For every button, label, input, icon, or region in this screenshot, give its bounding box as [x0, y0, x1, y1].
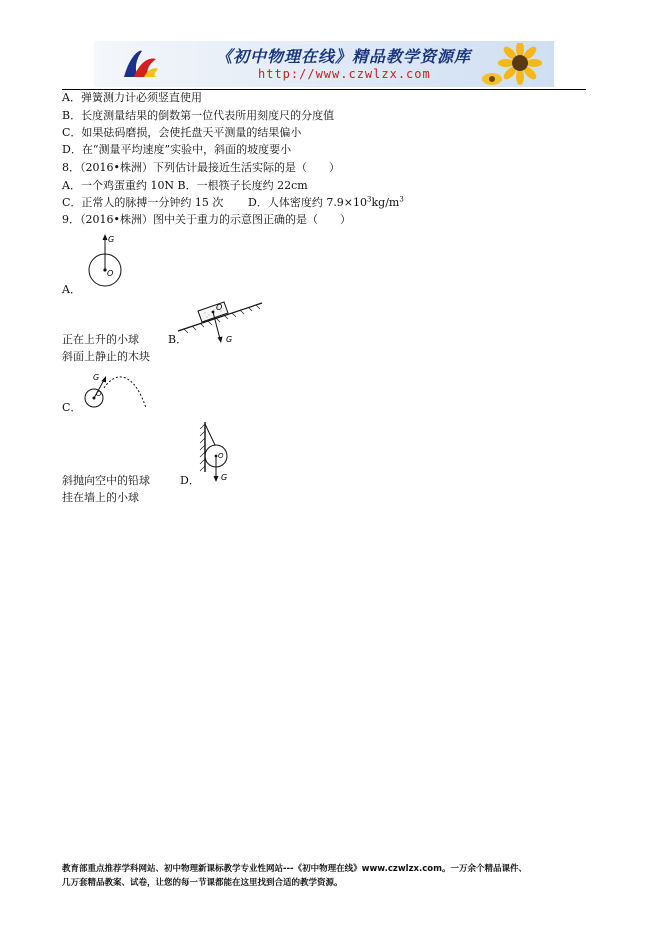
option-c-caption: 斜抛向空中的铅球 — [62, 474, 150, 487]
figure-hanging-ball — [195, 418, 245, 492]
option-c-weight: C．如果砝码磨损，会使托盘天平测量的结果偏小 — [62, 126, 302, 139]
hanging-g-label: G — [221, 473, 228, 482]
density-exponent: 3 — [367, 195, 372, 204]
rising-ball-g-label: G — [108, 235, 115, 244]
page-footer — [62, 862, 602, 890]
option-a-label: A． — [62, 283, 81, 296]
density-prefix: D．人体密度约 7.9×10 — [248, 196, 368, 209]
question-8-options-ab: A．一个鸡蛋重约 10N B．一根筷子长度约 22cm — [62, 179, 308, 192]
incline-o-label: O — [216, 303, 223, 312]
density-unit-exponent: 3 — [399, 195, 404, 204]
header-banner — [94, 41, 554, 87]
header-rule — [62, 89, 586, 90]
footer-line-1: 教育部重点推荐学科网站、初中物理新课标教学专业性网站---《初中物理在线》www.czwlzx.com。一万余个精品课件、 — [62, 864, 527, 874]
question-8: 8．（2016•株洲）下列估计最接近生活实际的是（ ） — [62, 161, 340, 174]
incline-g-label: G — [226, 335, 233, 344]
banner-url[interactable]: http://www.czwlzx.com — [258, 67, 431, 81]
option-d-label: D． — [180, 474, 200, 487]
figure-block-on-incline — [176, 293, 266, 353]
figure-projectile — [82, 366, 154, 414]
option-b-caption: 斜面上静止的木块 — [62, 350, 150, 363]
option-a-caption: 正在上升的小球 — [62, 333, 139, 346]
question-8-option-c: C．正常人的脉搏一分钟约 15 次 — [62, 196, 224, 209]
option-d-slope: D．在“测量平均速度”实验中，斜面的坡度要小 — [62, 143, 292, 156]
rising-ball-o-label: O — [107, 269, 114, 278]
site-logo-icon — [120, 47, 160, 81]
banner-title: 《初中物理在线》精品教学资源库 — [216, 47, 472, 66]
option-b-label: B． — [168, 333, 188, 346]
figure-rising-ball — [82, 228, 132, 294]
density-unit: kg/m — [371, 196, 400, 209]
option-a-spring: A．弹簧测力计必须竖直使用 — [62, 91, 202, 104]
option-d-caption: 挂在墙上的小球 — [62, 491, 139, 504]
projectile-g-label: G — [93, 373, 100, 382]
option-c-label: C． — [62, 401, 82, 414]
projectile-o-label: O — [96, 390, 102, 398]
hanging-o-label: O — [218, 452, 224, 460]
sunflower-icon — [480, 43, 550, 87]
footer-line-2: 几万套精品教案、试卷，让您的每一节课都能在这里找到合适的教学资源。 — [62, 878, 343, 888]
option-b-length: B．长度测量结果的倒数第一位代表所用刻度尺的分度值 — [62, 109, 335, 122]
question-8-option-d — [248, 196, 404, 210]
question-9: 9．（2016•株洲）图中关于重力的示意图正确的是（ ） — [62, 213, 351, 226]
